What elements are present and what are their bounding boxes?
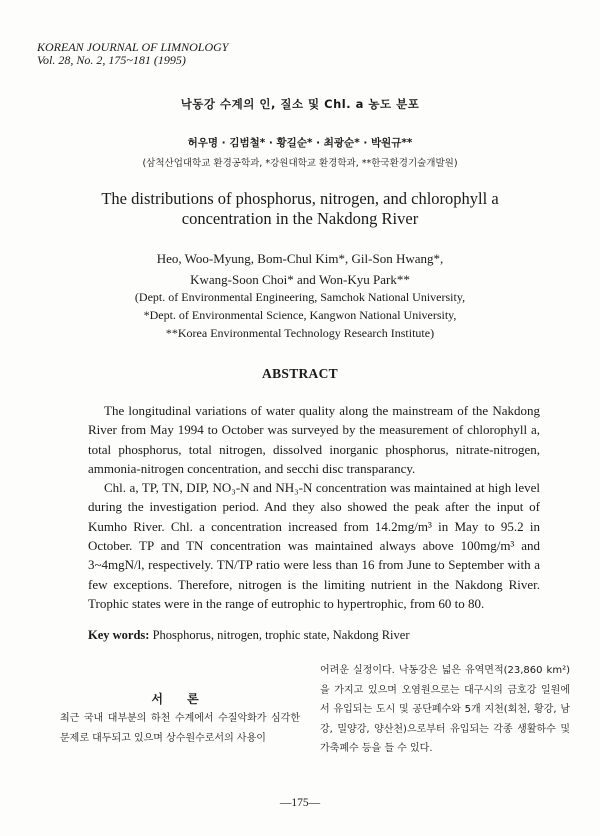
english-title-line-1: The distributions of phosphorus, nitrogen, and chlorophyll a	[101, 189, 499, 208]
korean-title: 낙동강 수계의 인, 질소 및 Chl. a 농도 분포	[180, 97, 420, 111]
english-authors-line-2: Kwang-Soon Choi* and Won-Kyu Park**	[190, 272, 410, 287]
english-affiliation-line-1: (Dept. of Environmental Engineering, Samchok National University,	[134, 290, 466, 304]
journal-name: KOREAN JOURNAL OF LIMNOLOGY	[37, 40, 229, 54]
journal-citation: Vol. 28, No. 2, 175~181 (1995)	[37, 53, 186, 67]
introduction-right-column: 어려운 실정이다. 낙동강은 넓은 유역면적(23,860 km²)을 가지고 있으며 오염원으로는 대구시의 금호강 일원에서 유입되는 도시 및 공단폐수와 5개 지천(회천, 황강, 남강, 밀양강, 양산천)으로부터 유입되는 각종 생활하수 및 가축폐수 등을 들 수 있다.	[320, 665, 570, 754]
english-title-line-2: concentration in the Nakdong River	[181, 209, 419, 228]
korean-affiliations: (삼척산업대학교 환경공학과, *강원대학교 환경학과, **한국환경기술개발원)	[142, 158, 458, 169]
english-affiliation-line-2: *Dept. of Environmental Science, Kangwon National University,	[143, 308, 457, 322]
section-heading-introduction: 서 론	[151, 692, 209, 706]
abstract-heading: ABSTRACT	[262, 366, 338, 381]
english-title	[0, 189, 600, 229]
journal-header	[37, 41, 228, 67]
english-authors-line-1: Heo, Woo-Myung, Bom-Chul Kim*, Gil-Son Hwang*,	[156, 251, 444, 266]
abstract-paragraph-1: The longitudinal variations of water quality along the mainstream of the Nakdong River from May 1994 to October was surveyed by the measurement of chlorophyll a, total phosphorus, total nitrogen, dissolved inorganic phosphorus, nitrate-nitrogen, ammonia-nitrogen concentration, and secchi disc transparancy.	[88, 403, 540, 476]
keywords-label: Key words:	[88, 628, 150, 642]
page-number: —175—	[279, 797, 321, 809]
keywords-text: Phosphorus, nitrogen, trophic state, Nakdong River	[149, 628, 410, 642]
keywords	[88, 628, 558, 643]
korean-authors: 허우명 · 김범철* · 황길순* · 최광순* · 박원규**	[187, 137, 413, 149]
english-affiliations	[0, 288, 600, 342]
english-authors	[0, 248, 600, 290]
abstract-paragraph-2: Chl. a, TP, TN, DIP, NO₃-N and NH₃-N concentration was maintained at high level during the investigation period. And they also showed the peak after the input of Kumho River. Chl. a concentration increased from 14.2mg/m³ in May to 95.2 in October. TP and TN concentration was maintained always above 100mg/m³ and 3~4mgN/l, respectively. TN/TP ratio were less than 16 from June to September with a few exceptions. Therefore, nitrogen is the limiting nutrient in the Nakdong River. Trophic states were in the range of eutrophic to hypertrophic, from 60 to 80.	[88, 480, 540, 611]
abstract-body	[88, 401, 540, 613]
english-affiliation-line-3: **Korea Environmental Technology Research Institute)	[165, 326, 435, 340]
introduction-left-column: 최근 국내 대부분의 하천 수계에서 수질악화가 심각한 문제로 대두되고 있으며 상수원수로서의 사용이	[60, 713, 300, 744]
